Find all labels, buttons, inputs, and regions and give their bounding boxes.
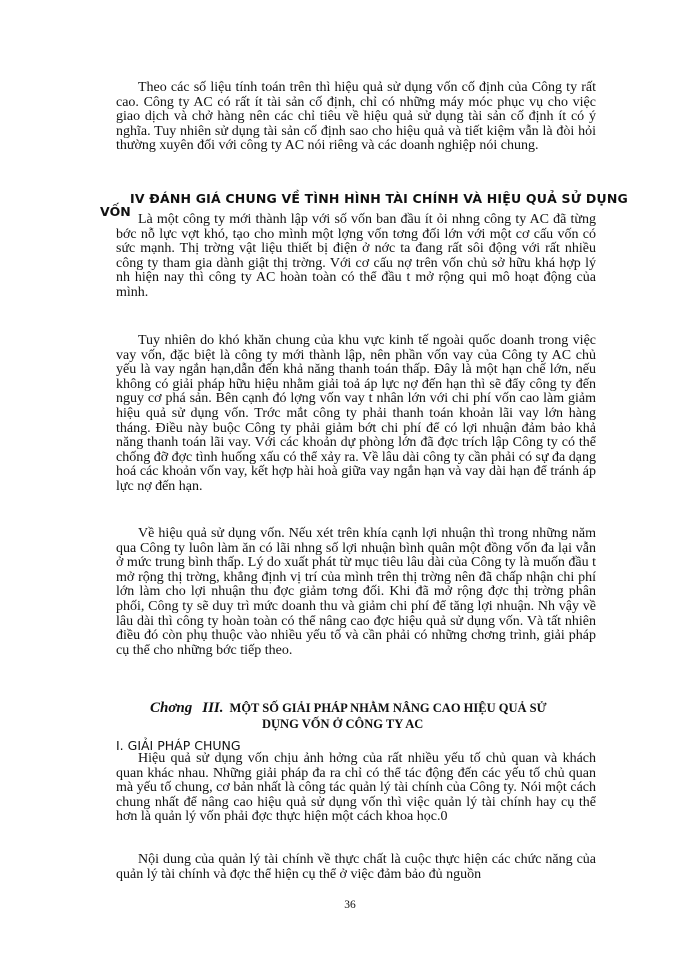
chapter-word: Chơng <box>150 700 193 716</box>
paragraph-text: Hiệu quả sử dụng vốn chịu ảnh hởng của rất nhiều yếu tố chủ quan và khách quan khác nhau. Những giải pháp đa ra chỉ có thể tác động đến các yếu tố chủ quan mà yếu tố chung, cơ bản nhất là công tác quản lý tài chính của Công ty. Nói một cách chung nhất để nâng cao hiệu quả sử dụng vốn thì việc quản lý tài chính hay cụ thể hơn là quản lý vốn phải đợc thực hiện một cách khoa học.0 <box>116 751 596 825</box>
paragraph-fixed-capital-efficiency <box>116 81 596 154</box>
page-number: 36 <box>344 899 356 911</box>
section-heading-iv-text: IV ĐÁNH GIÁ CHUNG VỀ TÌNH HÌNH TÀI CHÍNH VÀ HIỆU QUẢ SỬ DỤNG <box>130 191 628 206</box>
paragraph-text: Theo các số liệu tính toán trên thì hiệu quả sử dụng vốn cố định của Công ty rất cao. Công ty AC có rất ít tài sản cố định, chỉ có những máy móc phục vụ cho việc giao dịch và chở hàng nên các chỉ tiêu về hiệu quả sử dụng tài sản cố định ít có ý nghĩa. Tuy nhiên sử dụng tài sản cố định sao cho hiệu quả và tiết kiệm vẫn là đòi hỏi thường xuyên đối với công ty AC nói riêng và các doanh nghiệp nói chung. <box>116 80 596 154</box>
chapter-heading <box>150 700 600 731</box>
paragraph-borrowing-difficulties <box>116 334 596 495</box>
paragraph-text: Là một công ty mới thành lập với số vốn ban đầu ít ỏi nhng công ty AC đã từng bớc nỗ lực vợt khó, tạo cho mình một lợng vốn tơng đối lớn với một cơ cấu vốn có sức mạnh. Thị trờng vật liệu thiết bị điện ở nớc ta đang rất sôi động với rất nhiều công ty tham gia dành giật thị trờng. Với cơ cấu nợ trên vốn chủ sở hữu khá hợp lý nh hiện nay thì công ty AC hoàn toàn có thể đầu t mở rộng qui mô hoạt động của mình. <box>116 212 596 300</box>
paragraph-capital-use-efficiency <box>116 527 596 658</box>
paragraph-text: Về hiệu quả sử dụng vốn. Nếu xét trên khía cạnh lợi nhuận thì trong những năm qua Công ty luôn làm ăn có lãi nhng số lợi nhuận bình quân một đồng vốn đa lại vẫn ở mức trung bình thấp. Lý do xuất phát từ mục tiêu lâu dài của Công ty là muốn đầu t mở rộng thị trờng, khẳng định vị trí của mình trên thị trờng nên đã chấp nhận chi phí lớn làm cho lợi nhuận thu đợc giảm tơng đối. Khi đã mở rộng đợc thị trờng phân phối, Công ty sẽ duy trì mức doanh thu và giảm chi phí để tăng lợi nhuận. Nh vậy về lâu dài thì công ty hoàn toàn có thể nâng cao đợc hiệu quả sử dụng vốn. Và tất nhiên điều đó còn phụ thuộc vào nhiều yếu tố và cần phải có những chơng trình, giải pháp cụ thể cho những bớc tiếp theo. <box>116 526 596 658</box>
section-heading-i: I. GIẢI PHÁP CHUNG <box>116 738 241 753</box>
paragraph-company-overview <box>116 213 596 301</box>
chapter-title-line1: MỘT SỐ GIẢI PHÁP NHẰM NÂNG CAO HIỆU QUẢ SỬ <box>229 701 547 715</box>
chapter-number: III. <box>202 700 224 716</box>
paragraph-text: Nội dung của quản lý tài chính về thực chất là cuộc thực hiện các chức năng của quản lý tài chính và đợc thể hiện cụ thể ở việc đảm bảo đủ nguồn <box>116 852 596 882</box>
paragraph-general-solutions <box>116 752 596 825</box>
paragraph-text: Tuy nhiên do khó khăn chung của khu vực kinh tế ngoài quốc doanh trong việc vay vốn, đặc biệt là công ty mới thành lập, nên phần vốn vay của Công ty AC chủ yếu là vay ngắn hạn,dẫn đến khả năng thanh toán thấp. Đây là một hạn chế lớn, nếu không có giải pháp hữu hiệu nhằm giải toả áp lực nợ đến hạn thì sẽ đẩy công ty đến nguy cơ phá sản. Bên cạnh đó lợng vốn vay t nhân lớn với chi phí vốn cao làm giảm hiệu quả sử dụng vốn. Trớc mắt công ty phải thanh toán khoản lãi vay lớn hàng tháng. Điều này buộc Công ty phải giảm bớt chi phí để có lợi nhuận đảm bảo khả năng thanh toán lãi vay. Với các khoản dự phòng lớn đã đợc trích lập Công ty có thể chống đỡ đợc tình huống xấu có thể xảy ra. Về lâu dài công ty cần phải có sự đa dạng hoá các khoản vốn vay, kết hợp hài hoà giữa vay ngắn hạn và vay dài hạn để tránh áp lực nợ đến hạn. <box>116 333 596 494</box>
section-heading-iv-wrap: VỐN <box>100 204 131 219</box>
chapter-title-line2: DỤNG VỐN Ở CÔNG TY AC <box>262 717 424 731</box>
paragraph-financial-management <box>116 853 596 882</box>
